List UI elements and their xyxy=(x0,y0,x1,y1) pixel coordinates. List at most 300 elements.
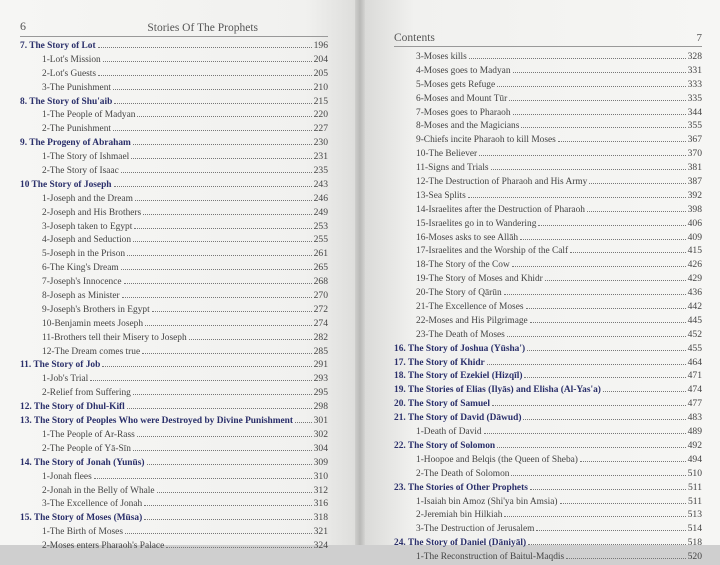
entry-title: 19-The Story of Moses and Khidr xyxy=(416,274,543,285)
dot-leader xyxy=(147,464,312,465)
entry-title: 1-The Story of Ishmael xyxy=(42,152,130,163)
entry-title: 14-Israelites after the Destruction of Pharaoh xyxy=(416,204,585,215)
entry-title: 2-Joseph and His Brothers xyxy=(42,207,142,218)
toc-chapter-entry xyxy=(394,384,702,398)
toc-subentry xyxy=(20,54,328,68)
entry-title: 9-Joseph's Brothers in Egypt xyxy=(42,304,150,315)
toc-chapter-entry xyxy=(20,415,328,429)
entry-page-number: 235 xyxy=(313,165,328,177)
dot-leader xyxy=(558,141,686,142)
toc-subentry xyxy=(20,471,328,485)
dot-leader xyxy=(484,433,686,434)
toc-subentry xyxy=(394,218,702,232)
entry-title: 22. The Story of Solomon xyxy=(394,440,496,451)
dot-leader xyxy=(133,241,312,242)
toc-subentry xyxy=(20,123,328,137)
dot-leader xyxy=(131,158,311,159)
entry-title: 8-Moses and the Magicians xyxy=(416,121,520,132)
entry-page-number: 518 xyxy=(687,537,702,549)
entry-title: 9. The Progeny of Abraham xyxy=(20,138,131,149)
entry-page-number: 309 xyxy=(313,456,328,468)
dot-leader xyxy=(98,47,312,48)
dot-leader xyxy=(144,505,311,506)
toc-chapter-entry xyxy=(20,359,328,373)
dot-leader xyxy=(479,155,685,156)
toc-subentry xyxy=(394,176,702,190)
entry-page-number: 452 xyxy=(687,328,702,340)
entry-page-number: 298 xyxy=(313,401,328,413)
dot-leader xyxy=(527,350,686,351)
entry-page-number: 455 xyxy=(687,342,702,354)
right-page-header xyxy=(394,30,702,47)
entry-page-number: 483 xyxy=(687,412,702,424)
entry-page-number: 471 xyxy=(687,370,702,382)
dot-leader xyxy=(545,280,686,281)
dot-leader xyxy=(127,408,312,409)
toc-subentry xyxy=(20,276,328,290)
dot-leader xyxy=(133,450,312,451)
toc-subentry xyxy=(394,204,702,218)
toc-subentry xyxy=(394,162,702,176)
entry-page-number: 312 xyxy=(313,484,328,496)
entry-page-number: 381 xyxy=(687,162,702,174)
dot-leader xyxy=(492,405,686,406)
dot-leader xyxy=(511,475,685,476)
entry-page-number: 370 xyxy=(687,148,702,160)
entry-page-number: 367 xyxy=(687,134,702,146)
dot-leader xyxy=(504,516,685,517)
entry-title: 2-Moses enters Pharaoh's Palace xyxy=(42,541,165,552)
dot-leader xyxy=(589,183,685,184)
entry-title: 4-Joseph and Seduction xyxy=(42,235,132,246)
entry-page-number: 477 xyxy=(687,398,702,410)
entry-page-number: 511 xyxy=(687,495,702,507)
toc-subentry xyxy=(20,248,328,262)
dot-leader xyxy=(133,144,312,145)
toc-chapter-entry xyxy=(20,40,328,54)
toc-subentry xyxy=(20,290,328,304)
toc-chapter-entry xyxy=(394,537,702,551)
entry-page-number: 243 xyxy=(313,178,328,190)
entry-page-number: 270 xyxy=(313,290,328,302)
toc-subentry xyxy=(394,315,702,329)
toc-subentry xyxy=(394,190,702,204)
dot-leader xyxy=(166,547,311,548)
dot-leader xyxy=(538,225,685,226)
dot-leader xyxy=(513,72,686,73)
left-page-header xyxy=(20,18,328,37)
entry-page-number: 387 xyxy=(687,176,702,188)
dot-leader xyxy=(580,461,686,462)
entry-page-number: 344 xyxy=(687,106,702,118)
dot-leader xyxy=(509,100,685,101)
toc-chapter-entry xyxy=(394,370,702,384)
entry-title: 19. The Stories of Elias (Ilyās) and Elisha (Al-Yas'a) xyxy=(394,385,601,396)
entry-page-number: 392 xyxy=(687,189,702,201)
dot-leader xyxy=(137,116,311,117)
dot-leader xyxy=(521,127,685,128)
entry-title: 6-Moses and Mount Tūr xyxy=(416,93,508,104)
entry-page-number: 321 xyxy=(313,526,328,538)
entry-title: 8. The Story of Shu'aib xyxy=(20,96,113,107)
toc-subentry xyxy=(394,301,702,315)
dot-leader xyxy=(114,103,311,104)
toc-subentry xyxy=(394,426,702,440)
dot-leader xyxy=(603,391,686,392)
entry-title: 20-The Story of Qārūn xyxy=(416,288,502,299)
entry-title: 12-The Dream comes true xyxy=(42,346,141,357)
entry-page-number: 409 xyxy=(687,231,702,243)
toc-subentry xyxy=(394,120,702,134)
dot-leader xyxy=(520,239,686,240)
entry-title: 6-The King's Dream xyxy=(42,263,119,274)
page-number: 7 xyxy=(696,32,702,44)
entry-title: 2-The Story of Isaac xyxy=(42,166,119,177)
toc-subentry xyxy=(20,332,328,346)
entry-title: 10 The Story of Joseph xyxy=(20,179,112,190)
entry-page-number: 205 xyxy=(313,67,328,79)
entry-title: 4-Moses goes to Madyan xyxy=(416,65,511,76)
dot-leader xyxy=(103,61,312,62)
entry-page-number: 268 xyxy=(313,276,328,288)
entry-title: 1-Joseph and the Dream xyxy=(42,193,133,204)
entry-page-number: 265 xyxy=(313,262,328,274)
toc-chapter-entry xyxy=(394,412,702,426)
entry-title: 1-Hoopoe and Belqis (the Queen of Sheba) xyxy=(416,454,578,465)
dot-leader xyxy=(144,519,311,520)
toc-chapter-entry xyxy=(394,357,702,371)
entry-title: 13. The Story of Peoples Who were Destroyed by Divine Punishment xyxy=(20,416,294,427)
dot-leader xyxy=(137,436,312,437)
entry-title: 16-Moses asks to see Allāh xyxy=(416,232,519,243)
entry-page-number: 514 xyxy=(687,523,702,535)
entry-page-number: 255 xyxy=(313,234,328,246)
entry-title: 23. The Stories of Other Prophets xyxy=(394,482,528,493)
dot-leader xyxy=(497,86,685,87)
entry-title: 3-Moses kills xyxy=(416,52,467,62)
running-title: Contents xyxy=(394,32,435,44)
entry-page-number: 282 xyxy=(313,331,328,343)
dot-leader xyxy=(121,172,312,173)
entry-title: 5-Moses gets Refuge xyxy=(416,79,496,90)
toc-subentry xyxy=(394,232,702,246)
dot-leader xyxy=(113,89,312,90)
entry-title: 17-Israelites and the Worship of the Calf xyxy=(416,246,569,257)
entry-title: 2-The Death of Solomon xyxy=(416,468,510,479)
entry-title: 11. The Story of Job xyxy=(20,360,101,371)
dot-leader xyxy=(122,297,312,298)
dot-leader xyxy=(157,492,312,493)
dot-leader xyxy=(94,478,312,479)
entry-page-number: 301 xyxy=(313,415,328,427)
entry-title: 1-The People of Madyan xyxy=(42,110,136,121)
dot-leader xyxy=(530,489,686,490)
toc-subentry xyxy=(394,245,702,259)
entry-title: 7. The Story of Lot xyxy=(20,41,96,51)
entry-page-number: 295 xyxy=(313,387,328,399)
entry-page-number: 445 xyxy=(687,314,702,326)
entry-page-number: 310 xyxy=(313,470,328,482)
toc-subentry xyxy=(20,193,328,207)
toc-chapter-entry xyxy=(394,482,702,496)
dot-leader xyxy=(523,419,685,420)
entry-title: 2-The Punishment xyxy=(42,124,112,135)
entry-title: 5-Joseph in the Prison xyxy=(42,249,126,260)
entry-title: 7-Joseph's Innocence xyxy=(42,277,122,288)
entry-page-number: 230 xyxy=(313,137,328,149)
toc-subentry xyxy=(394,273,702,287)
toc-subentry xyxy=(394,523,702,537)
toc-subentry xyxy=(394,551,702,565)
entry-title: 15-Israelites go in to Wandering xyxy=(416,218,537,229)
entry-title: 1-Death of David xyxy=(416,427,482,438)
entry-title: 7-Moses goes to Pharaoh xyxy=(416,107,511,118)
entry-page-number: 333 xyxy=(687,78,702,90)
toc-chapter-entry xyxy=(20,512,328,526)
entry-page-number: 231 xyxy=(313,151,328,163)
toc-chapter-entry xyxy=(20,401,328,415)
dot-leader xyxy=(487,364,686,365)
toc-subentry xyxy=(20,151,328,165)
entry-page-number: 293 xyxy=(313,373,328,385)
entry-page-number: 474 xyxy=(687,384,702,396)
entry-page-number: 489 xyxy=(687,426,702,438)
dot-leader xyxy=(570,252,685,253)
right-page xyxy=(360,0,720,563)
entry-title: 1-Job's Trial xyxy=(42,374,89,385)
dot-leader xyxy=(295,422,312,423)
entry-title: 2-Relief from Suffering xyxy=(42,388,131,399)
toc-subentry xyxy=(394,79,702,93)
dot-leader xyxy=(512,266,686,267)
entry-title: 3-The Excellence of Jonah xyxy=(42,499,143,510)
entry-page-number: 316 xyxy=(313,498,328,510)
entry-title: 1-The People of Ar-Rass xyxy=(42,429,135,440)
dot-leader xyxy=(189,339,312,340)
entry-title: 2-Lot's Guests xyxy=(42,68,97,79)
entry-page-number: 520 xyxy=(687,551,702,563)
entry-title: 1-The Birth of Moses xyxy=(42,527,123,538)
dot-leader xyxy=(152,311,312,312)
entry-page-number: 398 xyxy=(687,203,702,215)
dot-leader xyxy=(113,130,312,131)
entry-title: 10-Benjamin meets Joseph xyxy=(42,318,144,329)
toc-subentry xyxy=(20,346,328,360)
dot-leader xyxy=(121,269,312,270)
dot-leader xyxy=(133,394,312,395)
entry-page-number: 324 xyxy=(313,540,328,552)
entry-page-number: 302 xyxy=(313,428,328,440)
entry-title: 22-Moses and His Pilgrimage xyxy=(416,315,528,326)
entry-title: 8-Joseph as Minister xyxy=(42,291,120,302)
toc-chapter-entry xyxy=(394,440,702,454)
dot-leader xyxy=(90,380,311,381)
toc-subentry xyxy=(20,304,328,318)
toc-subentry xyxy=(20,262,328,276)
toc-subentry xyxy=(20,387,328,401)
dot-leader xyxy=(102,366,311,367)
entry-page-number: 492 xyxy=(687,439,702,451)
dot-leader xyxy=(507,336,686,337)
entry-page-number: 436 xyxy=(687,287,702,299)
toc-subentry xyxy=(20,485,328,499)
toc-chapter-entry xyxy=(20,96,328,110)
entry-page-number: 328 xyxy=(687,51,702,62)
dot-leader xyxy=(587,211,686,212)
dot-leader xyxy=(530,322,686,323)
entry-title: 12. The Story of Dhul-Kifl xyxy=(20,402,125,413)
toc-subentry xyxy=(20,109,328,123)
entry-title: 1-Jonah flees xyxy=(42,471,92,482)
entry-title: 11-Signs and Trials xyxy=(416,163,489,174)
toc-subentry xyxy=(20,540,328,554)
dot-leader xyxy=(491,169,686,170)
entry-page-number: 215 xyxy=(313,95,328,107)
dot-leader xyxy=(124,283,312,284)
dot-leader xyxy=(145,325,312,326)
entry-page-number: 442 xyxy=(687,301,702,313)
toc-list-right xyxy=(394,51,702,565)
dot-leader xyxy=(468,197,686,198)
entry-title: 12-The Destruction of Pharaoh and His Army xyxy=(416,177,588,188)
entry-title: 18. The Story of Ezekiel (Hizqīl) xyxy=(394,371,523,382)
left-page xyxy=(0,0,360,552)
toc-subentry xyxy=(394,148,702,162)
entry-title: 18-The Story of the Cow xyxy=(416,260,510,271)
dot-leader xyxy=(98,75,312,76)
entry-page-number: 510 xyxy=(687,467,702,479)
entry-page-number: 464 xyxy=(687,356,702,368)
entry-page-number: 227 xyxy=(313,123,328,135)
entry-title: 10-The Believer xyxy=(416,149,478,160)
toc-subentry xyxy=(20,207,328,221)
entry-page-number: 335 xyxy=(687,92,702,104)
dot-leader xyxy=(127,255,312,256)
entry-page-number: 494 xyxy=(687,453,702,465)
toc-subentry xyxy=(394,259,702,273)
entry-title: 23-The Death of Moses xyxy=(416,329,505,340)
toc-subentry xyxy=(20,318,328,332)
toc-subentry xyxy=(394,454,702,468)
entry-title: 1-Lot's Mission xyxy=(42,54,101,65)
entry-title: 3-The Destruction of Jerusalem xyxy=(416,524,535,535)
entry-page-number: 415 xyxy=(687,245,702,257)
toc-subentry xyxy=(20,234,328,248)
toc-chapter-entry xyxy=(20,137,328,151)
toc-chapter-entry xyxy=(20,457,328,471)
toc-subentry xyxy=(20,221,328,235)
entry-title: 9-Chiefs incite Pharaoh to kill Moses xyxy=(416,135,556,146)
entry-title: 11-Brothers tell their Misery to Joseph xyxy=(42,332,187,343)
entry-page-number: 291 xyxy=(313,359,328,371)
entry-page-number: 304 xyxy=(313,442,328,454)
entry-page-number: 272 xyxy=(313,303,328,315)
entry-page-number: 355 xyxy=(687,120,702,132)
entry-title: 3-Joseph taken to Egypt xyxy=(42,221,133,232)
entry-title: 2-Jonah in the Belly of Whale xyxy=(42,485,155,496)
toc-subentry xyxy=(394,134,702,148)
entry-page-number: 274 xyxy=(313,317,328,329)
entry-title: 13-Sea Splits xyxy=(416,190,466,201)
entry-title: 17. The Story of Khidr xyxy=(394,357,485,368)
entry-page-number: 513 xyxy=(687,509,702,521)
entry-page-number: 429 xyxy=(687,273,702,285)
entry-page-number: 196 xyxy=(313,40,328,51)
toc-subentry xyxy=(20,526,328,540)
dot-leader xyxy=(143,214,311,215)
entry-page-number: 210 xyxy=(313,81,328,93)
dot-leader xyxy=(125,533,312,534)
entry-page-number: 249 xyxy=(313,206,328,218)
toc-chapter-entry xyxy=(394,343,702,357)
dot-leader xyxy=(513,114,686,115)
entry-page-number: 261 xyxy=(313,248,328,260)
toc-chapter-entry xyxy=(20,179,328,193)
toc-subentry xyxy=(394,329,702,343)
running-title: Stories Of The Prophets xyxy=(147,22,258,34)
toc-subentry xyxy=(20,82,328,96)
toc-subentry xyxy=(394,468,702,482)
entry-page-number: 331 xyxy=(687,64,702,76)
dot-leader xyxy=(526,308,686,309)
dot-leader xyxy=(114,186,312,187)
entry-title: 2-Jeremiah bin Hilkiah xyxy=(416,510,503,521)
dot-leader xyxy=(566,558,685,559)
book-gutter xyxy=(355,0,365,545)
entry-title: 1-The Reconstruction of Baitul-Maqdis xyxy=(416,552,565,563)
entry-title: 2-The People of Yā-Sīn xyxy=(42,443,131,454)
toc-list-left xyxy=(20,40,328,554)
dot-leader xyxy=(135,200,312,201)
entry-title: 16. The Story of Joshua (Yūsha') xyxy=(394,343,526,354)
dot-leader xyxy=(536,530,685,531)
dot-leader xyxy=(524,377,685,378)
entry-page-number: 406 xyxy=(687,217,702,229)
entry-page-number: 204 xyxy=(313,53,328,65)
entry-title: 14. The Story of Jonah (Yunūs) xyxy=(20,457,145,468)
entry-page-number: 220 xyxy=(313,109,328,121)
entry-title: 1-Isaiah bin Amoz (Shi'ya bin Amsia) xyxy=(416,496,558,507)
entry-title: 15. The Story of Moses (Mūsa) xyxy=(20,513,143,524)
toc-subentry xyxy=(394,287,702,301)
dot-leader xyxy=(142,353,311,354)
toc-subentry xyxy=(20,165,328,179)
dot-leader xyxy=(504,294,686,295)
toc-subentry xyxy=(394,509,702,523)
toc-subentry xyxy=(20,443,328,457)
toc-subentry xyxy=(20,498,328,512)
dot-leader xyxy=(497,447,685,448)
entry-title: 20. The Story of Samuel xyxy=(394,399,490,410)
toc-subentry xyxy=(394,107,702,121)
entry-page-number: 511 xyxy=(687,481,702,493)
entry-page-number: 318 xyxy=(313,512,328,524)
entry-title: 21. The Story of David (Dāwud) xyxy=(394,413,522,424)
toc-subentry xyxy=(394,496,702,510)
entry-page-number: 426 xyxy=(687,259,702,271)
entry-title: 3-The Punishment xyxy=(42,82,112,93)
dot-leader xyxy=(134,228,311,229)
page-number: 6 xyxy=(20,19,26,33)
entry-page-number: 285 xyxy=(313,345,328,357)
toc-subentry xyxy=(394,93,702,107)
dot-leader xyxy=(560,503,686,504)
dot-leader xyxy=(469,58,686,59)
entry-title: 21-The Excellence of Moses xyxy=(416,302,524,313)
entry-page-number: 246 xyxy=(313,192,328,204)
toc-subentry xyxy=(394,51,702,65)
toc-subentry xyxy=(20,68,328,82)
